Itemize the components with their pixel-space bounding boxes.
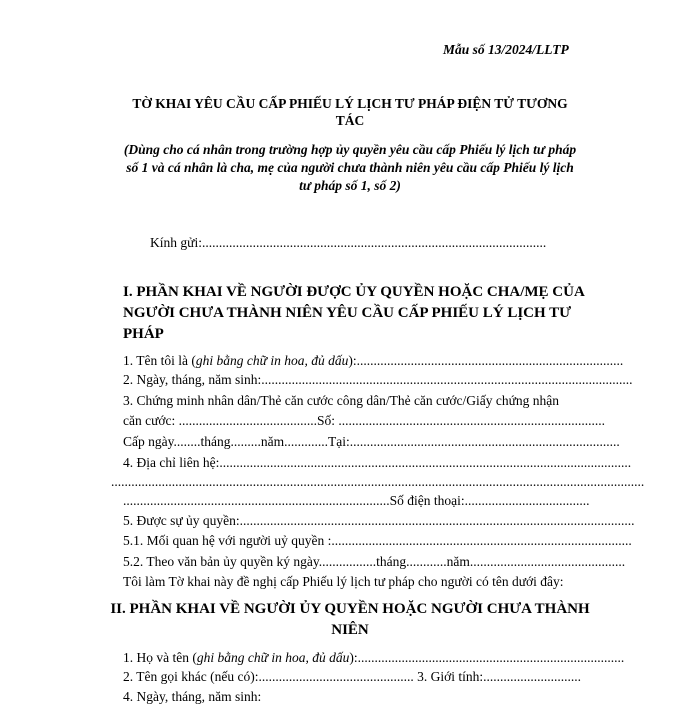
date-of-birth-field[interactable]: 2. Ngày, tháng, năm sinh:.............................................................................................................. — [123, 372, 633, 387]
subject-full-name-field[interactable] — [123, 650, 658, 666]
request-statement: Tôi làm Tờ khai này đề nghị cấp Phiếu lý lịch tư pháp cho người có tên dưới đây: — [123, 574, 564, 589]
form-subtitle-line-2: số 1 và cá nhân là cha, mẹ của người chưa thành niên yêu cầu cấp Phiếu lý lịch — [126, 160, 574, 175]
phone-number-field[interactable]: ...............................................................................Số điện thoại:..................................... — [123, 493, 590, 508]
subject-alias-gender-field[interactable]: 2. Tên gọi khác (nếu có):.............................................. 3. Giới tính:............................. — [123, 669, 581, 684]
authorization-field[interactable]: 5. Được sự ủy quyền:..................................................................................................................... — [123, 513, 635, 528]
form-number: Mẫu số 13/2024/LLTP — [443, 42, 569, 57]
id-document-label: 3. Chứng minh nhân dân/Thẻ căn cước công dân/Thẻ căn cước/Giấy chứng nhận — [123, 393, 560, 408]
section-2-heading-line-2: NIÊN — [331, 622, 369, 638]
full-name-dots: ):............................................................................... — [348, 353, 624, 368]
full-name-hint: ghi bằng chữ in hoa, đủ dấu — [195, 353, 349, 368]
relationship-field[interactable]: 5.1. Mối quan hệ với người uỷ quyền :......................................................................................... — [123, 533, 632, 548]
addressee-field[interactable]: Kính gửi:...................................................................................................... — [150, 235, 547, 250]
id-number-field[interactable]: căn cước: .........................................Số: ............................................................................... — [123, 413, 606, 428]
subject-full-name-hint: ghi bằng chữ in hoa, đủ dấu — [196, 650, 350, 665]
form-subtitle-line-3: tư pháp số 1, số 2) — [299, 178, 401, 193]
section-1-heading-line-2: NGƯỜI CHƯA THÀNH NIÊN YÊU CẦU CẤP PHIẾU LÝ LỊCH TƯ — [123, 305, 572, 321]
subject-date-of-birth-field[interactable]: 4. Ngày, tháng, năm sinh: — [123, 689, 262, 704]
section-1-heading-line-3: PHÁP — [123, 326, 164, 342]
subject-full-name-dots: ):............................................................................... — [349, 650, 625, 665]
section-1-heading-line-1: I. PHẦN KHAI VỀ NGƯỜI ĐƯỢC ỦY QUYỀN HOẶC CHA/MẸ CỦA — [123, 284, 585, 300]
full-name-label: 1. Tên tôi là ( — [123, 353, 196, 368]
id-issue-field[interactable]: Cấp ngày........tháng.........năm.............Tại:................................................................................ — [123, 434, 620, 449]
form-title-line-2: TÁC — [335, 113, 365, 128]
subject-full-name-label: 1. Họ và tên ( — [123, 650, 197, 665]
form-title-line-1: TỜ KHAI YÊU CẦU CẤP PHIẾU LÝ LỊCH TƯ PHÁP ĐIỆN TỬ TƯƠNG — [132, 96, 568, 111]
form-subtitle-line-1: (Dùng cho cá nhân trong trường hợp ủy quyền yêu cầu cấp Phiếu lý lịch tư pháp — [123, 142, 577, 157]
section-2-heading-line-1: II. PHẦN KHAI VỀ NGƯỜI ỦY QUYỀN HOẶC NGƯỜI CHƯA THÀNH — [110, 601, 590, 617]
authorization-date-field[interactable]: 5.2. Theo văn bản ủy quyền ký ngày.................tháng............năm.............................................. — [123, 554, 626, 569]
full-name-field[interactable] — [123, 353, 658, 369]
contact-address-field[interactable]: 4. Địa chỉ liên hệ:.......................................................................................................................... — [123, 455, 632, 470]
contact-address-continuation[interactable]: .............................................................................................................................................................. — [111, 474, 645, 489]
